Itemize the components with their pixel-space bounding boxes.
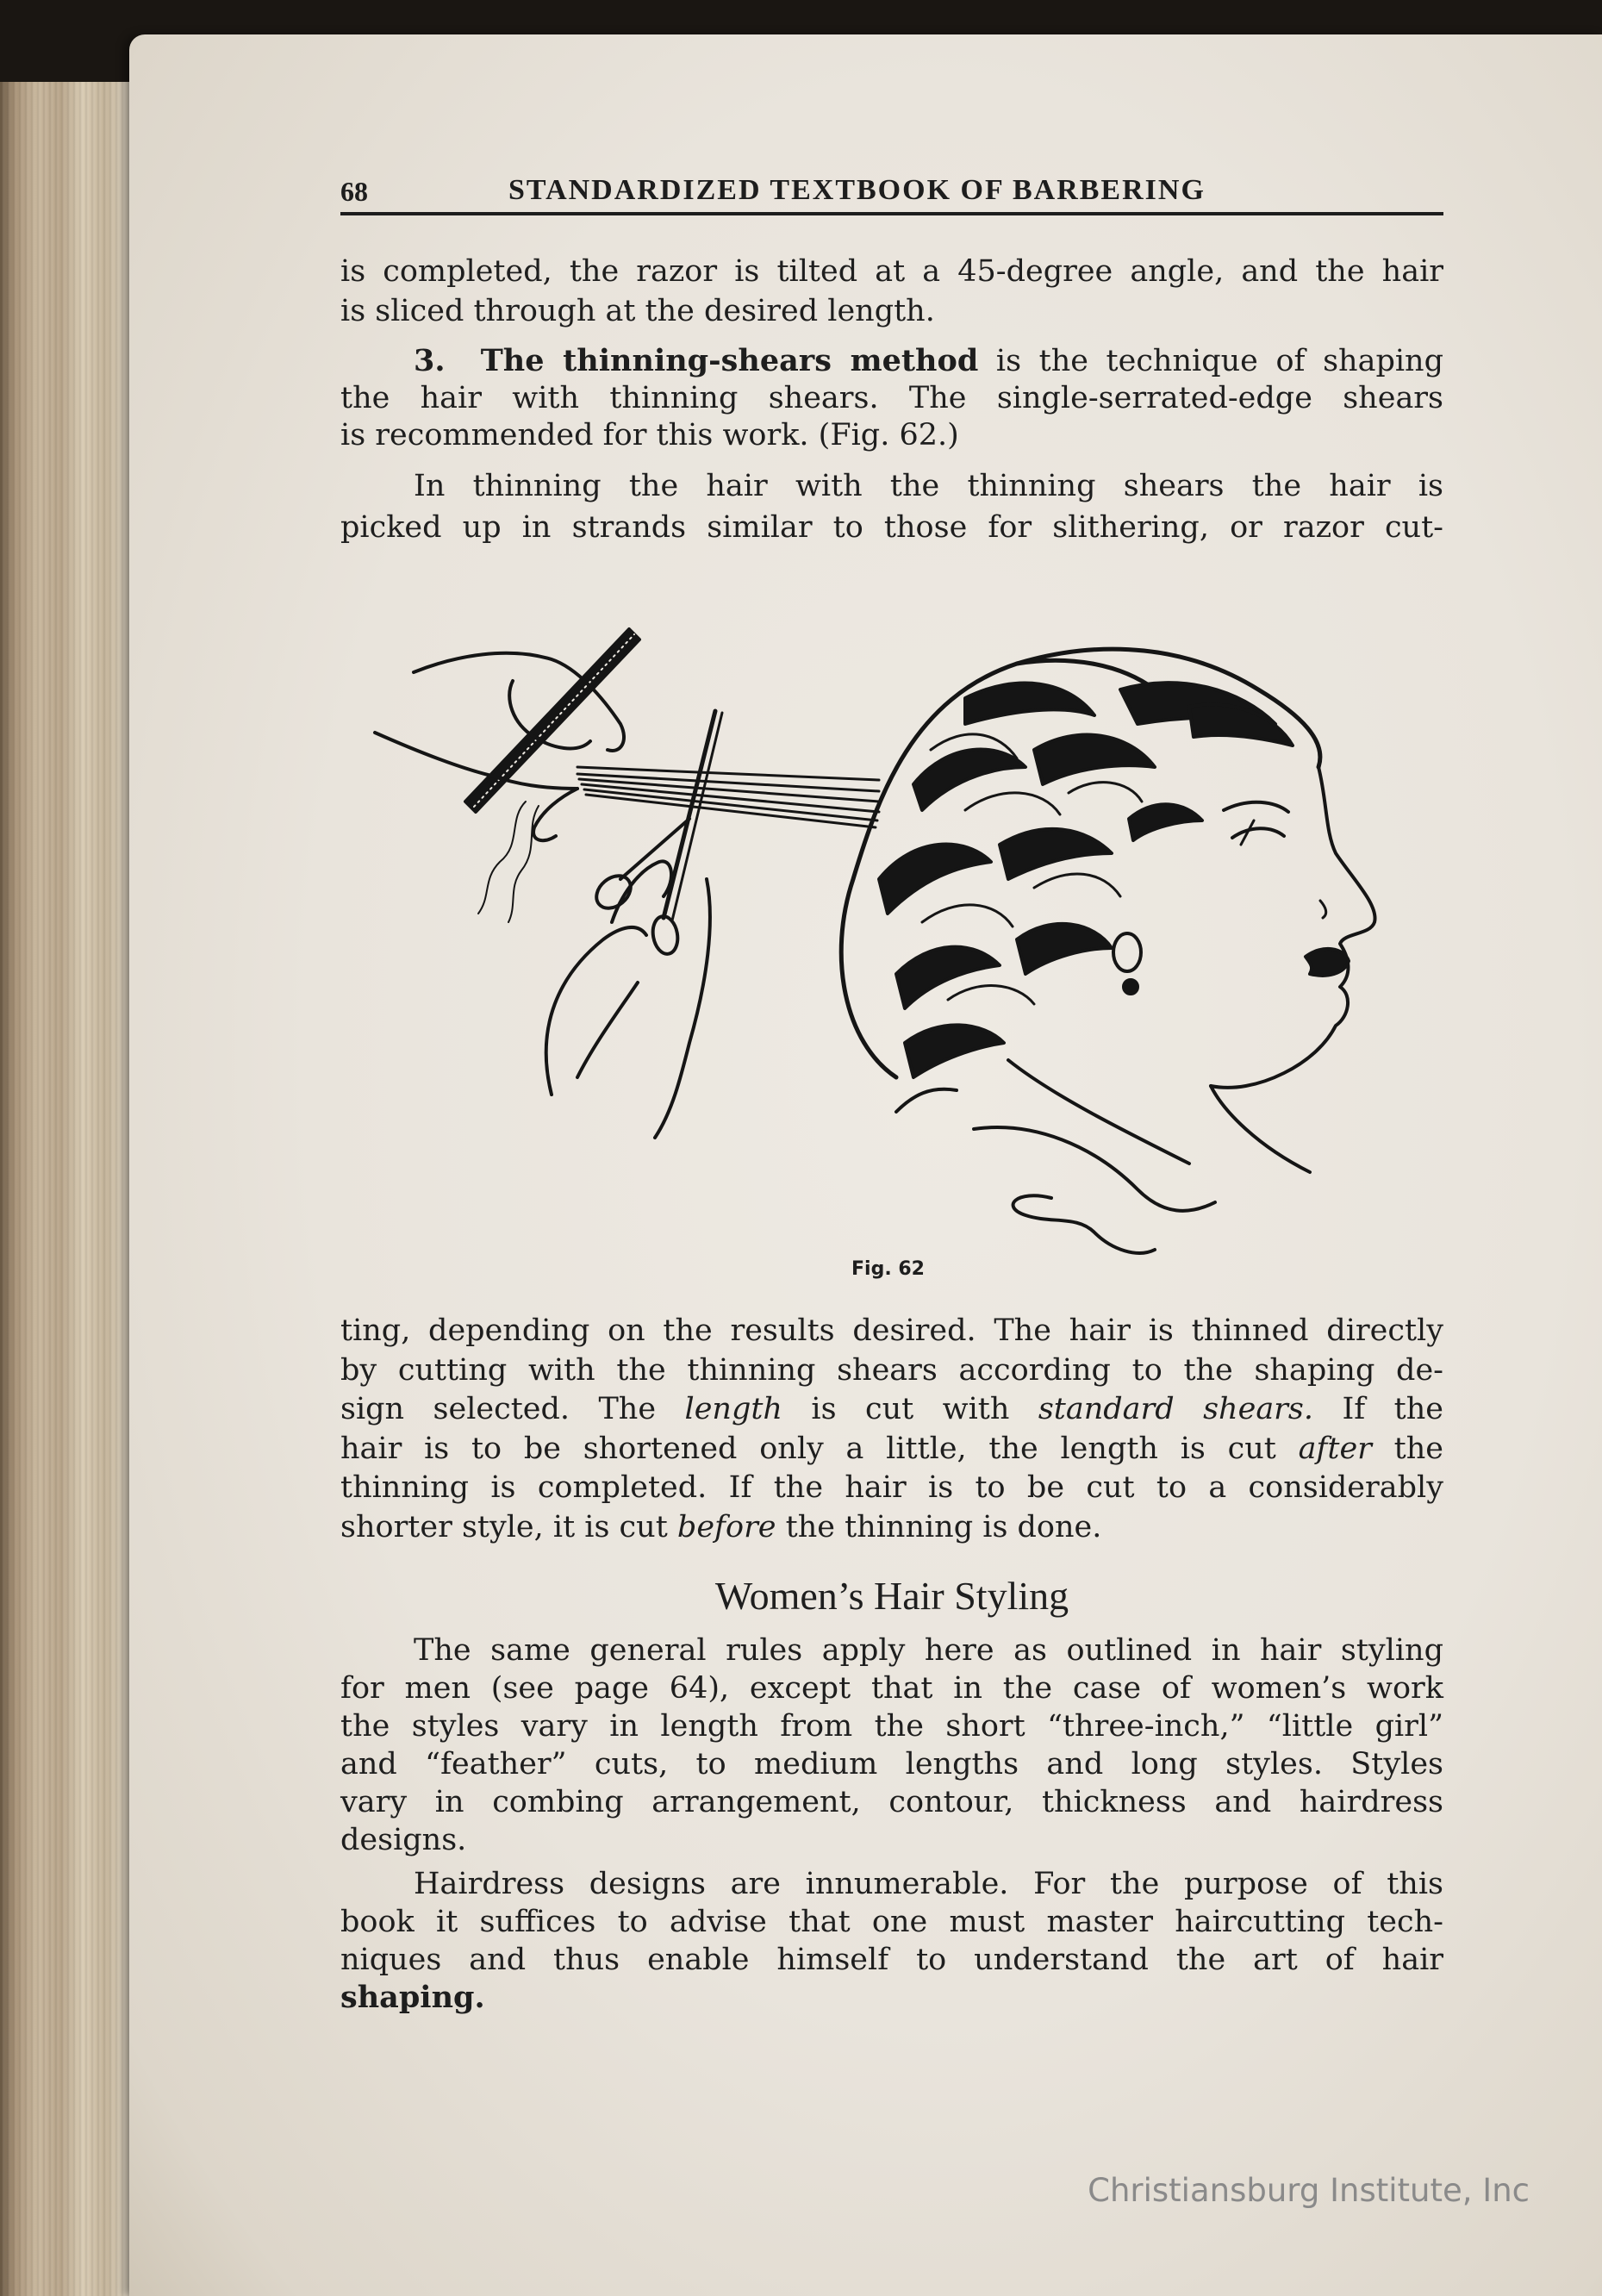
text-fragment: sign selected. The <box>340 1392 657 1427</box>
text-fragment: is cut with <box>811 1392 1010 1427</box>
emphasis-after: after <box>1298 1431 1372 1466</box>
text-line: the hair with thinning shears. The single-serrated-edge shears <box>340 381 1443 415</box>
text-line: is recommended for this work. (Fig. 62.) <box>340 418 959 452</box>
text-line: designs. <box>340 1823 467 1857</box>
section-heading: Women’s Hair Styling <box>714 1574 1069 1618</box>
text-line: In thinning the hair with the thinning shears the hair is <box>414 469 1443 503</box>
text-line: ting, depending on the results desired. The hair is thinned directly <box>340 1313 1443 1348</box>
woman-head-drawing <box>841 649 1374 1253</box>
text-line: by cutting with the thinning shears according to the shaping de- <box>340 1352 1443 1388</box>
text-line: thinning is completed. If the hair is to be cut to a considerably <box>340 1470 1443 1506</box>
paragraph-5 <box>340 1632 1443 1859</box>
book-page-edges <box>0 82 151 2296</box>
text-line: shaping. <box>340 1980 485 2015</box>
running-header <box>340 172 1443 215</box>
text-line: for men (see page 64), except that in the case of women’s work <box>340 1671 1443 1706</box>
watermark-credit: Christiansburg Institute, Inc <box>1088 2172 1530 2209</box>
text-line <box>340 1508 1443 1548</box>
figure-caption: Fig. 62 <box>851 1258 925 1280</box>
text-fragment: the thinning is done. <box>785 1509 1102 1544</box>
paragraph-2 <box>340 342 1443 454</box>
text-fragment: If the <box>1342 1392 1443 1427</box>
list-number: 3. <box>414 343 446 378</box>
text-fragment: hair is to be shortened only a little, the length is cut <box>340 1431 1276 1466</box>
text-line: niques and thus enable himself to understand the art of hair <box>340 1943 1443 1977</box>
text-fragment: shorter style, it is cut <box>340 1509 668 1544</box>
text-line: vary in combing arrangement, contour, thickness and hairdress <box>340 1785 1443 1819</box>
text-line: is sliced through at the desired length. <box>340 293 935 328</box>
text-fragment: is the technique of shaping <box>995 344 1443 378</box>
term-thinning-shears-method: The thinning-shears method <box>480 343 979 378</box>
text-line: Hairdress designs are innumerable. For the purpose of this <box>414 1867 1443 1901</box>
text-line: and “feather” cuts, to medium lengths and long styles. Styles <box>340 1747 1443 1781</box>
text-line: picked up in strands similar to those for slithering, or razor cut- <box>340 510 1443 545</box>
emphasis-before: before <box>676 1509 776 1544</box>
text-line: book it suffices to advise that one must master haircutting tech- <box>340 1905 1443 1939</box>
running-title: STANDARDIZED TEXTBOOK OF BARBERING <box>508 174 1206 206</box>
hair-strand <box>577 767 879 827</box>
text-line <box>340 342 1443 380</box>
text-line: is completed, the razor is tilted at a 45-degree angle, and the hair <box>340 254 1443 289</box>
paragraph-6 <box>340 1865 1443 2017</box>
text-line: the styles vary in length from the short “three-inch,” “little girl” <box>340 1709 1443 1744</box>
comb-icon <box>465 629 639 812</box>
text-line <box>340 1430 1443 1469</box>
paragraph-1 <box>340 253 1443 331</box>
text-line: The same general rules apply here as outlined in hair styling <box>414 1633 1443 1668</box>
fig-62-illustration <box>362 595 1431 1258</box>
emphasis-length: length <box>684 1392 782 1427</box>
thinning-shears-icon <box>590 711 722 956</box>
text-line <box>340 1390 1443 1430</box>
page-number: 68 <box>340 176 368 207</box>
emphasis-standard-shears: standard shears. <box>1038 1392 1313 1427</box>
text-fragment: the <box>1393 1431 1443 1466</box>
paragraph-4 <box>340 1312 1443 1548</box>
paragraph-3 <box>340 465 1443 548</box>
